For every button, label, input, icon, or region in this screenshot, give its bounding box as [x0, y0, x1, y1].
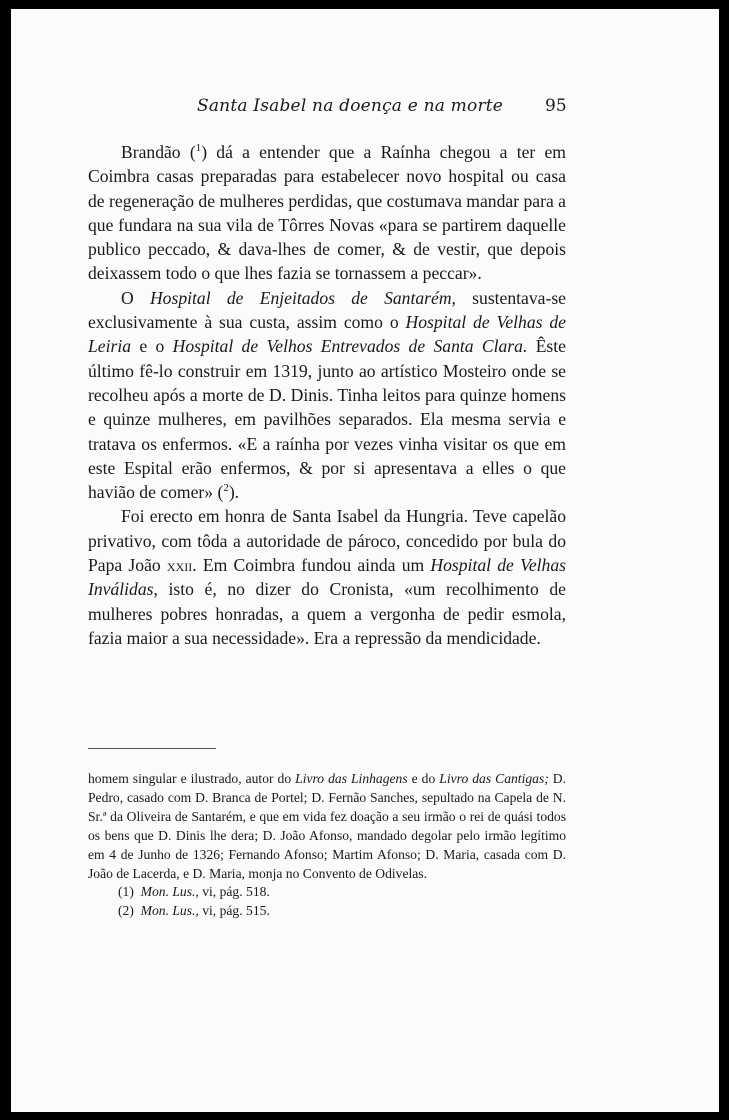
paragraph-1: [88, 140, 566, 286]
footnotes: [88, 770, 566, 921]
footnote-continuation-italic-2: Livro das Cantigas;: [439, 771, 549, 786]
footnote-continuation-text-b: e do: [407, 771, 440, 786]
paragraph-3-roman-numeral: xxii: [166, 555, 193, 576]
footnote-1-mark: (1): [118, 884, 134, 900]
paragraph-3-text-a: Foi erecto em honra de Santa Isabel da Hungria. Teve capelão privativo, com tôda a autoridade de pároco, concedido por bula do Papa João: [88, 506, 566, 576]
footnote-2-rest: vi, pág. 515.: [198, 903, 270, 919]
paragraph-2-text-c: e o: [131, 336, 173, 357]
footnote-1: [88, 883, 566, 902]
paragraph-3: [88, 504, 566, 650]
footnote-2-mark: (2): [118, 903, 134, 919]
footnote-continuation-text-a: homem singular e ilustrado, autor do: [88, 771, 296, 786]
paragraph-2-italic-2: Hospital de Velhas de Leiria: [88, 312, 566, 357]
footnote-1-rest: vi, pág. 518.: [198, 884, 270, 900]
footnote-ref-2: 2: [223, 482, 229, 495]
page-number: 95: [545, 96, 567, 116]
footnote-2-source: Mon. Lus.,: [140, 903, 199, 919]
footnote-2: [88, 902, 566, 921]
footnote-continuation-text-c: D. Pedro, casado com D. Branca de Portel; D. Fernão Sanches, sepultado na Capela de N. Sr.ª da Oliveira de Santarém, e que em vida fez doação a seu irmão o rei de quási todos os bens que D. Dinis lhe dera; D. João Afonso, mandado degolar pelo irmão legítimo em 4 de Junho de 1326; Fernando Afonso; Martim Afonso; D. Maria, casada com D. João de Lacerda, e D. Maria, monja no Convento de Odivelas.: [88, 771, 567, 881]
footnote-continuation: [88, 770, 566, 883]
paragraph-2: [88, 286, 566, 505]
paragraph-1-text-a: Brandão (: [121, 142, 196, 162]
footnote-1-source: Mon. Lus.,: [140, 884, 199, 900]
footnote-continuation-italic-1: Livro das Linhagens: [295, 771, 408, 786]
running-title: Santa Isabel na doença e na morte: [197, 96, 504, 116]
main-text: [88, 140, 566, 650]
paragraph-3-text-b: . Em Coimbra fundou ainda um: [192, 555, 431, 576]
paragraph-3-italic-1: Hospital de Velhas Inválidas,: [88, 555, 567, 600]
paragraph-2-text-a: O: [121, 287, 150, 308]
paragraph-2-text-e: ).: [228, 482, 240, 503]
paragraph-2-text-d: Êste último fê-lo construir em 1319, junto ao artístico Mosteiro onde se recolheu após a morte de D. Dinis. Tinha leitos para quinze homens e quinze mulheres, em pavilhões separados. Ela mesma servia e tratava os enfermos. «E a raínha por vezes vinha visitar os que em este Espital erão enfermos, & por si apresentava a elles o que havião de comer» (: [88, 336, 566, 503]
paragraph-2-text-b: sustentava-se exclusivamente à sua custa, assim como o: [88, 287, 566, 333]
paragraph-2-italic-1: Hospital de Enjeitados de Santarém,: [149, 287, 456, 308]
footnote-divider: [88, 748, 216, 749]
footnote-ref-1: 1: [195, 142, 202, 155]
paragraph-1-text-b: ) dá a entender que a Raínha chegou a ter em Coimbra casas preparadas para estabelecer novo hospital ou casa de regeneração de mulheres perdidas, que costumava mandar para a que fundara na sua vila de Tôrres Novas «para se partirem daquelle publico peccado, & dava-lhes de comer, & de vestir, que depois deixassem todo o que lhes fazia se tornassem a peccar».: [88, 142, 566, 284]
paragraph-3-text-c: isto é, no dizer do Cronista, «um recolhimento de mulheres pobres honradas, a quem a vergonha de pedir esmola, fazia maior a sua necessidade». Era a repressão da mendicidade.: [88, 579, 566, 648]
paragraph-2-italic-3: Hospital de Velhos Entrevados de Santa Clara.: [172, 336, 528, 357]
